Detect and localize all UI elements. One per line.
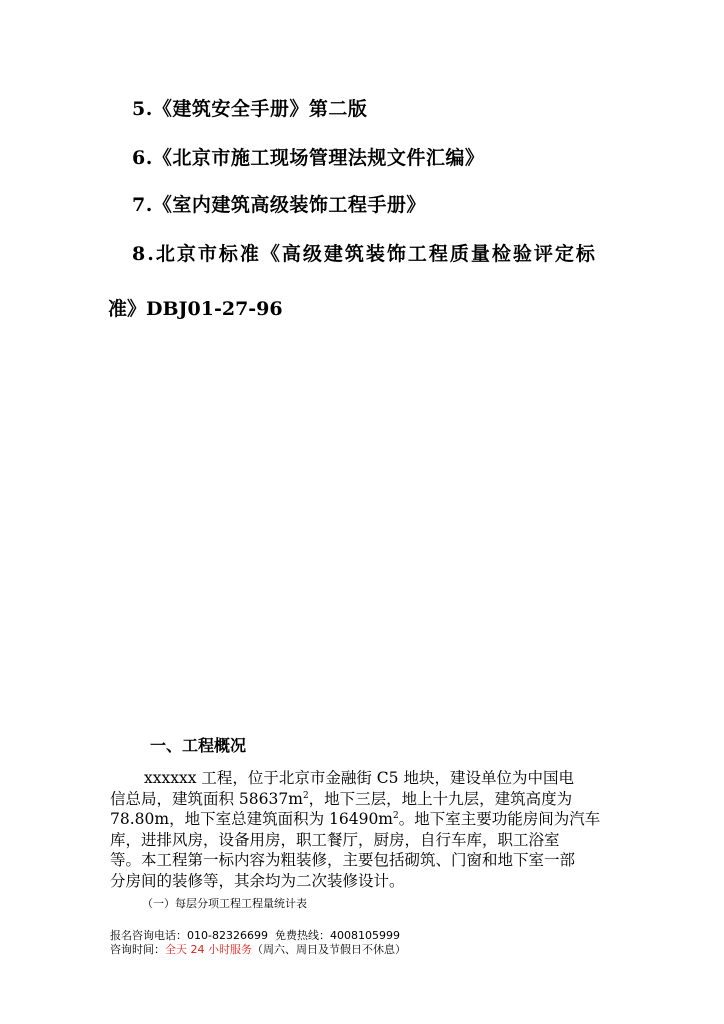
phone-label: 报名咨询电话： [110,929,187,942]
section-title: 一、工程概况 [150,736,247,755]
reference-item-8: 8.北京市标准《高级建筑装饰工程质量检验评定标 [132,243,597,265]
hotline-label: 免费热线： [274,929,330,942]
project-overview [110,768,616,891]
reference-item-5: 5.《建筑安全手册》第二版 [132,98,368,120]
hours-highlight: 全天 24 小时服务 [165,943,252,956]
overview-line: xxxxxx 工程，位于北京市金融街 C5 地块，建设单位为中国电 [144,769,574,787]
overview-line: 等。本工程第一标内容为粗装修，主要包括砌筑、门窗和地下室一部 [110,851,576,869]
overview-line: 库，进排风房，设备用房，职工餐厅，厨房，自行车库，职工浴室 [110,830,560,849]
overview-line: 信总局，建筑面积 $58637m^2$，地下三层，地上十九层，建筑高度为 [110,789,573,808]
hours-label: 咨询时间： [110,943,165,956]
table-caption: （一）每层分项工程工程量统计表 [142,897,307,910]
hotline-number: 4008105999 [329,929,400,942]
footer-hours [110,941,406,957]
hours-note: （周六、周日及节假日不休息） [252,943,406,956]
reference-item-8-continuation: 准》DBJ01-27-96 [108,298,283,320]
reference-item-6: 6.《北京市施工现场管理法规文件汇编》 [132,147,485,169]
overview-line: 78.80m，地下室总建筑面积为 $16490m^2$。地下室主要功能房间为汽车 [110,810,601,828]
overview-line: 分房间的装修等，其余均为二次装修设计。 [110,871,405,890]
reference-item-7: 7.《室内建筑高级装饰工程手册》 [132,194,426,216]
phone-number: 010-82326699 [187,929,268,942]
